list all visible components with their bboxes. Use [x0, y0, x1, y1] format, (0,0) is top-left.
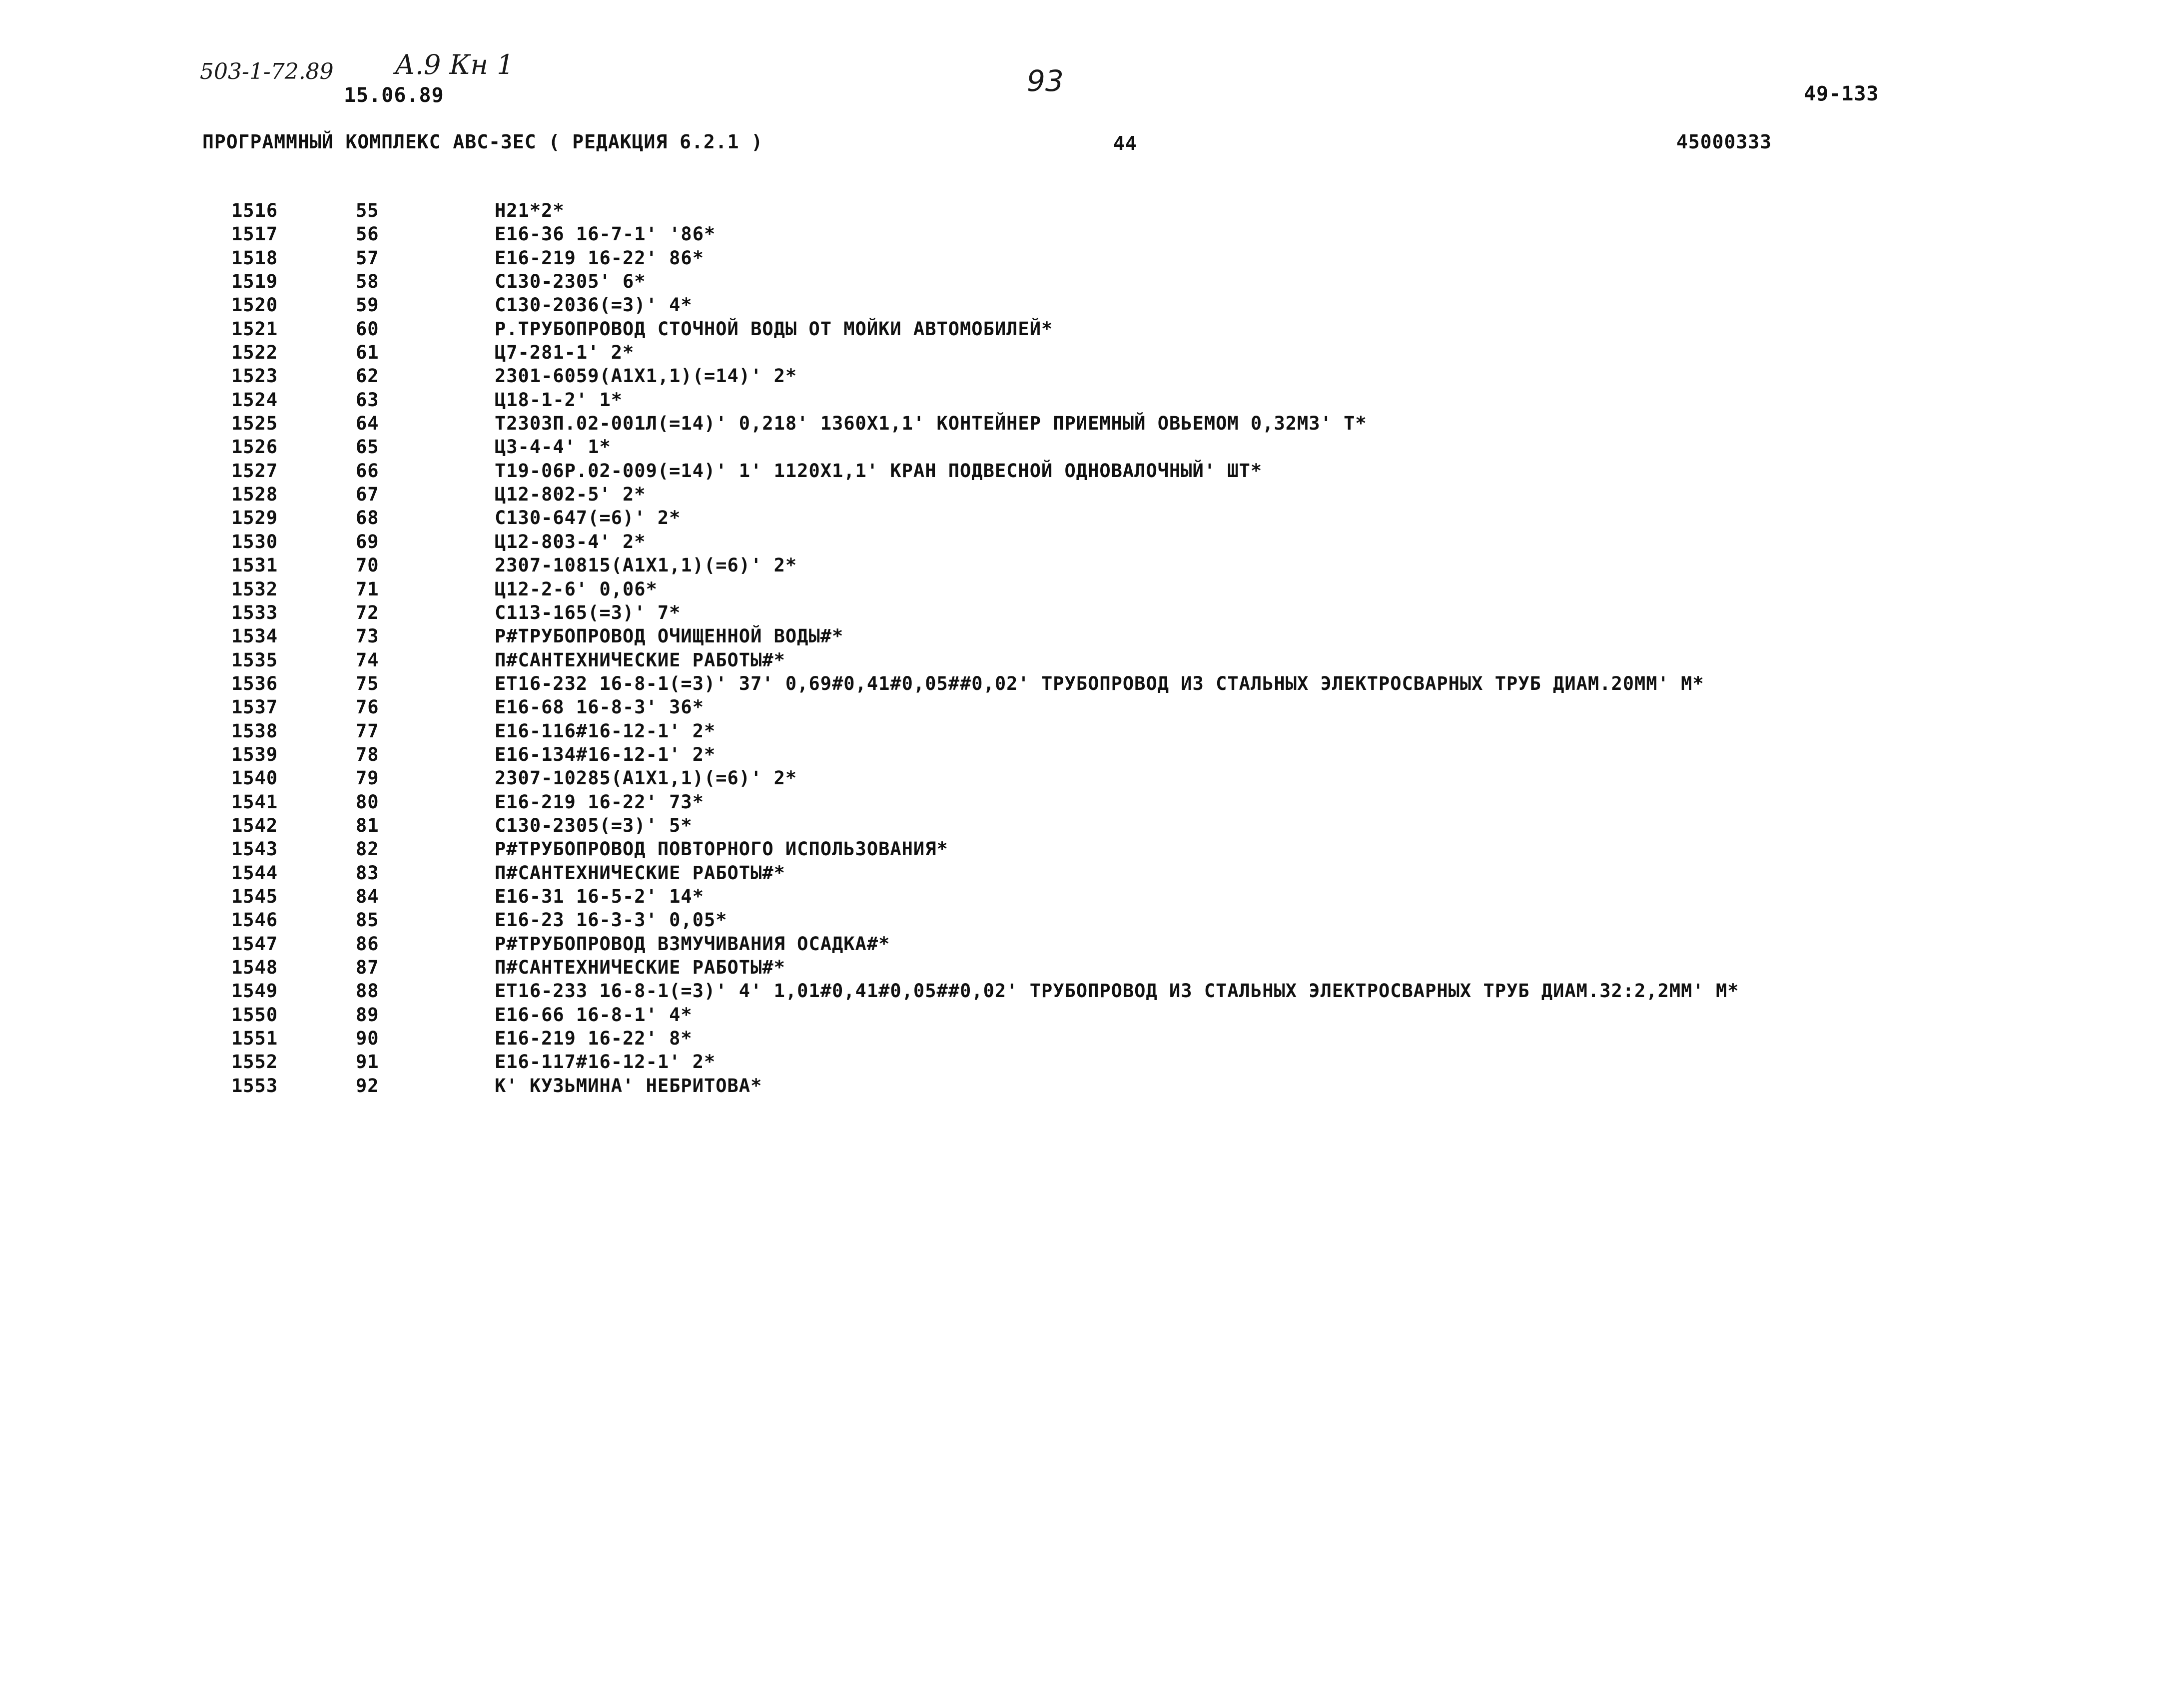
program-title: ПРОГРАММНЫЙ КОМПЛЕКС АВС-3ЕС ( РЕДАКЦИЯ 6.2.1 )	[202, 131, 763, 153]
statement-text: Е16-66 16-8-1' 4*	[495, 1004, 693, 1026]
statement-text: Е16-219 16-22' 73*	[495, 791, 704, 813]
table-row	[0, 979, 2184, 1003]
line-number: 1546	[231, 909, 278, 931]
statement-number: 55	[356, 200, 379, 221]
statement-number: 65	[356, 436, 379, 458]
statement-text: Ц3-4-4' 1*	[495, 436, 611, 458]
statement-text: Е16-134#16-12-1' 2*	[495, 743, 716, 765]
line-number: 1529	[231, 507, 278, 529]
line-number: 1523	[231, 365, 278, 387]
statement-number: 59	[356, 294, 379, 316]
line-number: 1530	[231, 531, 278, 553]
statement-text: Ц12-803-4' 2*	[495, 531, 646, 553]
line-number: 1521	[231, 318, 278, 340]
statement-number: 81	[356, 814, 379, 836]
sheet-code: 49-133	[1804, 82, 1879, 105]
table-row	[0, 1050, 2184, 1074]
table-row	[0, 932, 2184, 956]
statement-number: 87	[356, 957, 379, 978]
statement-number: 67	[356, 484, 379, 506]
line-number: 1533	[231, 601, 278, 623]
table-row	[0, 483, 2184, 506]
table-row	[0, 388, 2184, 412]
line-number: 1519	[231, 271, 278, 293]
line-number: 1532	[231, 578, 278, 600]
statement-text: 2307-10815(А1Х1,1)(=6)' 2*	[495, 555, 797, 576]
statement-text: С130-647(=6)' 2*	[495, 507, 681, 529]
line-number: 1547	[231, 933, 278, 955]
line-number: 1549	[231, 980, 278, 1002]
statement-number: 77	[356, 720, 379, 742]
line-number: 1527	[231, 460, 278, 482]
statement-number: 66	[356, 460, 379, 482]
line-number: 1543	[231, 838, 278, 860]
statement-text: П#САНТЕХНИЧЕСКИЕ РАБОТЫ#*	[495, 649, 785, 671]
statement-number: 79	[356, 767, 379, 789]
statement-number: 60	[356, 318, 379, 340]
line-number: 1524	[231, 389, 278, 411]
table-row	[0, 1027, 2184, 1050]
statement-text: Е16-68 16-8-3' 36*	[495, 696, 704, 718]
statement-text: С113-165(=3)' 7*	[495, 601, 681, 623]
line-number: 1535	[231, 649, 278, 671]
line-number: 1539	[231, 743, 278, 765]
table-row	[0, 624, 2184, 648]
table-row	[0, 222, 2184, 246]
table-row	[0, 1074, 2184, 1098]
job-code: 45000333	[1676, 131, 1772, 153]
statement-number: 56	[356, 223, 379, 245]
table-row	[0, 364, 2184, 388]
statement-text: Е16-116#16-12-1' 2*	[495, 720, 716, 742]
statement-text: Е16-219 16-22' 8*	[495, 1028, 693, 1050]
statement-text: Е16-23 16-3-3' 0,05*	[495, 909, 728, 931]
handwritten-book-mark: А.9 Кн 1	[395, 49, 514, 80]
table-row	[0, 199, 2184, 222]
statement-number: 90	[356, 1028, 379, 1050]
listing-number: 44	[1113, 132, 1137, 154]
statement-text: С130-2305' 6*	[495, 271, 646, 293]
statement-number: 75	[356, 672, 379, 694]
table-row	[0, 246, 2184, 270]
table-row	[0, 317, 2184, 341]
line-number: 1553	[231, 1075, 278, 1097]
line-number: 1518	[231, 247, 278, 269]
statement-number: 84	[356, 885, 379, 907]
table-row	[0, 554, 2184, 577]
line-number: 1545	[231, 885, 278, 907]
page-number: 93	[1027, 64, 1064, 98]
statement-text: Ц12-802-5' 2*	[495, 484, 646, 506]
statement-number: 89	[356, 1004, 379, 1026]
statement-number: 57	[356, 247, 379, 269]
statement-text: 2307-10285(А1Х1,1)(=6)' 2*	[495, 767, 797, 789]
statement-number: 72	[356, 601, 379, 623]
table-row	[0, 814, 2184, 837]
line-number: 1516	[231, 200, 278, 221]
table-row	[0, 695, 2184, 719]
table-row	[0, 293, 2184, 317]
line-number: 1542	[231, 814, 278, 836]
table-row	[0, 908, 2184, 932]
statement-number: 68	[356, 507, 379, 529]
table-row	[0, 341, 2184, 364]
statement-text: К' КУЗЬМИНА' НЕБРИТОВА*	[495, 1075, 762, 1097]
listing-table	[0, 199, 2184, 1098]
statement-text: Т2303П.02-001Л(=14)' 0,218' 1360Х1,1' КОНТЕЙНЕР ПРИЕМНЫЙ ОВЬЕМОМ 0,32М3' Т*	[495, 413, 1367, 435]
statement-text: Е16-117#16-12-1' 2*	[495, 1051, 716, 1073]
statement-text: Е16-31 16-5-2' 14*	[495, 885, 704, 907]
line-number: 1522	[231, 342, 278, 364]
statement-number: 62	[356, 365, 379, 387]
statement-number: 88	[356, 980, 379, 1002]
table-row	[0, 648, 2184, 672]
header-date: 15.06.89	[344, 84, 444, 107]
statement-text: Т19-06Р.02-009(=14)' 1' 1120Х1,1' КРАН ПОДВЕСНОЙ ОДНОВАЛОЧНЫЙ' ШТ*	[495, 460, 1263, 482]
table-row	[0, 837, 2184, 861]
statement-text: Ц12-2-6' 0,06*	[495, 578, 658, 600]
statement-number: 86	[356, 933, 379, 955]
document-code: 503-1-72.89	[200, 59, 334, 84]
statement-text: Н21*2*	[495, 200, 565, 221]
line-number: 1548	[231, 957, 278, 978]
line-number: 1538	[231, 720, 278, 742]
statement-text: ЕТ16-233 16-8-1(=3)' 4' 1,01#0,41#0,05##0,02' ТРУБОПРОВОД ИЗ СТАЛЬНЫХ ЭЛЕКТРОСВАРНЫХ ТРУБ ДИАМ.32:2,2ММ' М*	[495, 980, 1739, 1002]
statement-number: 76	[356, 696, 379, 718]
statement-text: С130-2036(=3)' 4*	[495, 294, 693, 316]
statement-number: 61	[356, 342, 379, 364]
table-row	[0, 577, 2184, 601]
table-row	[0, 719, 2184, 743]
table-row	[0, 672, 2184, 695]
table-row	[0, 270, 2184, 293]
statement-number: 71	[356, 578, 379, 600]
line-number: 1534	[231, 625, 278, 647]
table-row	[0, 412, 2184, 435]
line-number: 1551	[231, 1028, 278, 1050]
statement-text: Ц18-1-2' 1*	[495, 389, 623, 411]
statement-text: Р.ТРУБОПРОВОД СТОЧНОЙ ВОДЫ ОТ МОЙКИ АВТОМОБИЛЕЙ*	[495, 318, 1053, 340]
line-number: 1544	[231, 862, 278, 884]
statement-text: Р#ТРУБОПРОВОД ОЧИЩЕННОЙ ВОДЫ#*	[495, 625, 844, 647]
statement-text: Е16-36 16-7-1' '86*	[495, 223, 716, 245]
line-number: 1537	[231, 696, 278, 718]
statement-number: 70	[356, 555, 379, 576]
statement-text: П#САНТЕХНИЧЕСКИЕ РАБОТЫ#*	[495, 862, 785, 884]
table-row	[0, 530, 2184, 554]
line-number: 1550	[231, 1004, 278, 1026]
line-number: 1525	[231, 413, 278, 435]
statement-number: 63	[356, 389, 379, 411]
line-number: 1541	[231, 791, 278, 813]
statement-text: ЕТ16-232 16-8-1(=3)' 37' 0,69#0,41#0,05##0,02' ТРУБОПРОВОД ИЗ СТАЛЬНЫХ ЭЛЕКТРОСВАРНЫХ ТРУБ ДИАМ.20ММ' М*	[495, 672, 1704, 694]
line-number: 1517	[231, 223, 278, 245]
table-row	[0, 601, 2184, 624]
statement-number: 64	[356, 413, 379, 435]
statement-text: Р#ТРУБОПРОВОД ПОВТОРНОГО ИСПОЛЬЗОВАНИЯ*	[495, 838, 948, 860]
table-row	[0, 743, 2184, 766]
table-row	[0, 885, 2184, 908]
statement-text: 2301-6059(А1Х1,1)(=14)' 2*	[495, 365, 797, 387]
statement-number: 74	[356, 649, 379, 671]
line-number: 1520	[231, 294, 278, 316]
statement-number: 58	[356, 271, 379, 293]
statement-number: 78	[356, 743, 379, 765]
line-number: 1531	[231, 555, 278, 576]
line-number: 1536	[231, 672, 278, 694]
table-row	[0, 506, 2184, 530]
statement-text: П#САНТЕХНИЧЕСКИЕ РАБОТЫ#*	[495, 957, 785, 978]
statement-text: Е16-219 16-22' 86*	[495, 247, 704, 269]
table-row	[0, 1003, 2184, 1027]
line-number: 1526	[231, 436, 278, 458]
line-number: 1528	[231, 484, 278, 506]
table-row	[0, 766, 2184, 790]
table-row	[0, 459, 2184, 483]
statement-number: 80	[356, 791, 379, 813]
statement-text: С130-2305(=3)' 5*	[495, 814, 693, 836]
statement-number: 92	[356, 1075, 379, 1097]
statement-number: 91	[356, 1051, 379, 1073]
statement-number: 69	[356, 531, 379, 553]
statement-number: 73	[356, 625, 379, 647]
table-row	[0, 435, 2184, 459]
table-row	[0, 861, 2184, 885]
table-row	[0, 956, 2184, 979]
line-number: 1552	[231, 1051, 278, 1073]
line-number: 1540	[231, 767, 278, 789]
table-row	[0, 790, 2184, 814]
statement-text: Ц7-281-1' 2*	[495, 342, 635, 364]
statement-number: 85	[356, 909, 379, 931]
statement-number: 82	[356, 838, 379, 860]
statement-number: 83	[356, 862, 379, 884]
statement-text: Р#ТРУБОПРОВОД ВЗМУЧИВАНИЯ ОСАДКА#*	[495, 933, 890, 955]
